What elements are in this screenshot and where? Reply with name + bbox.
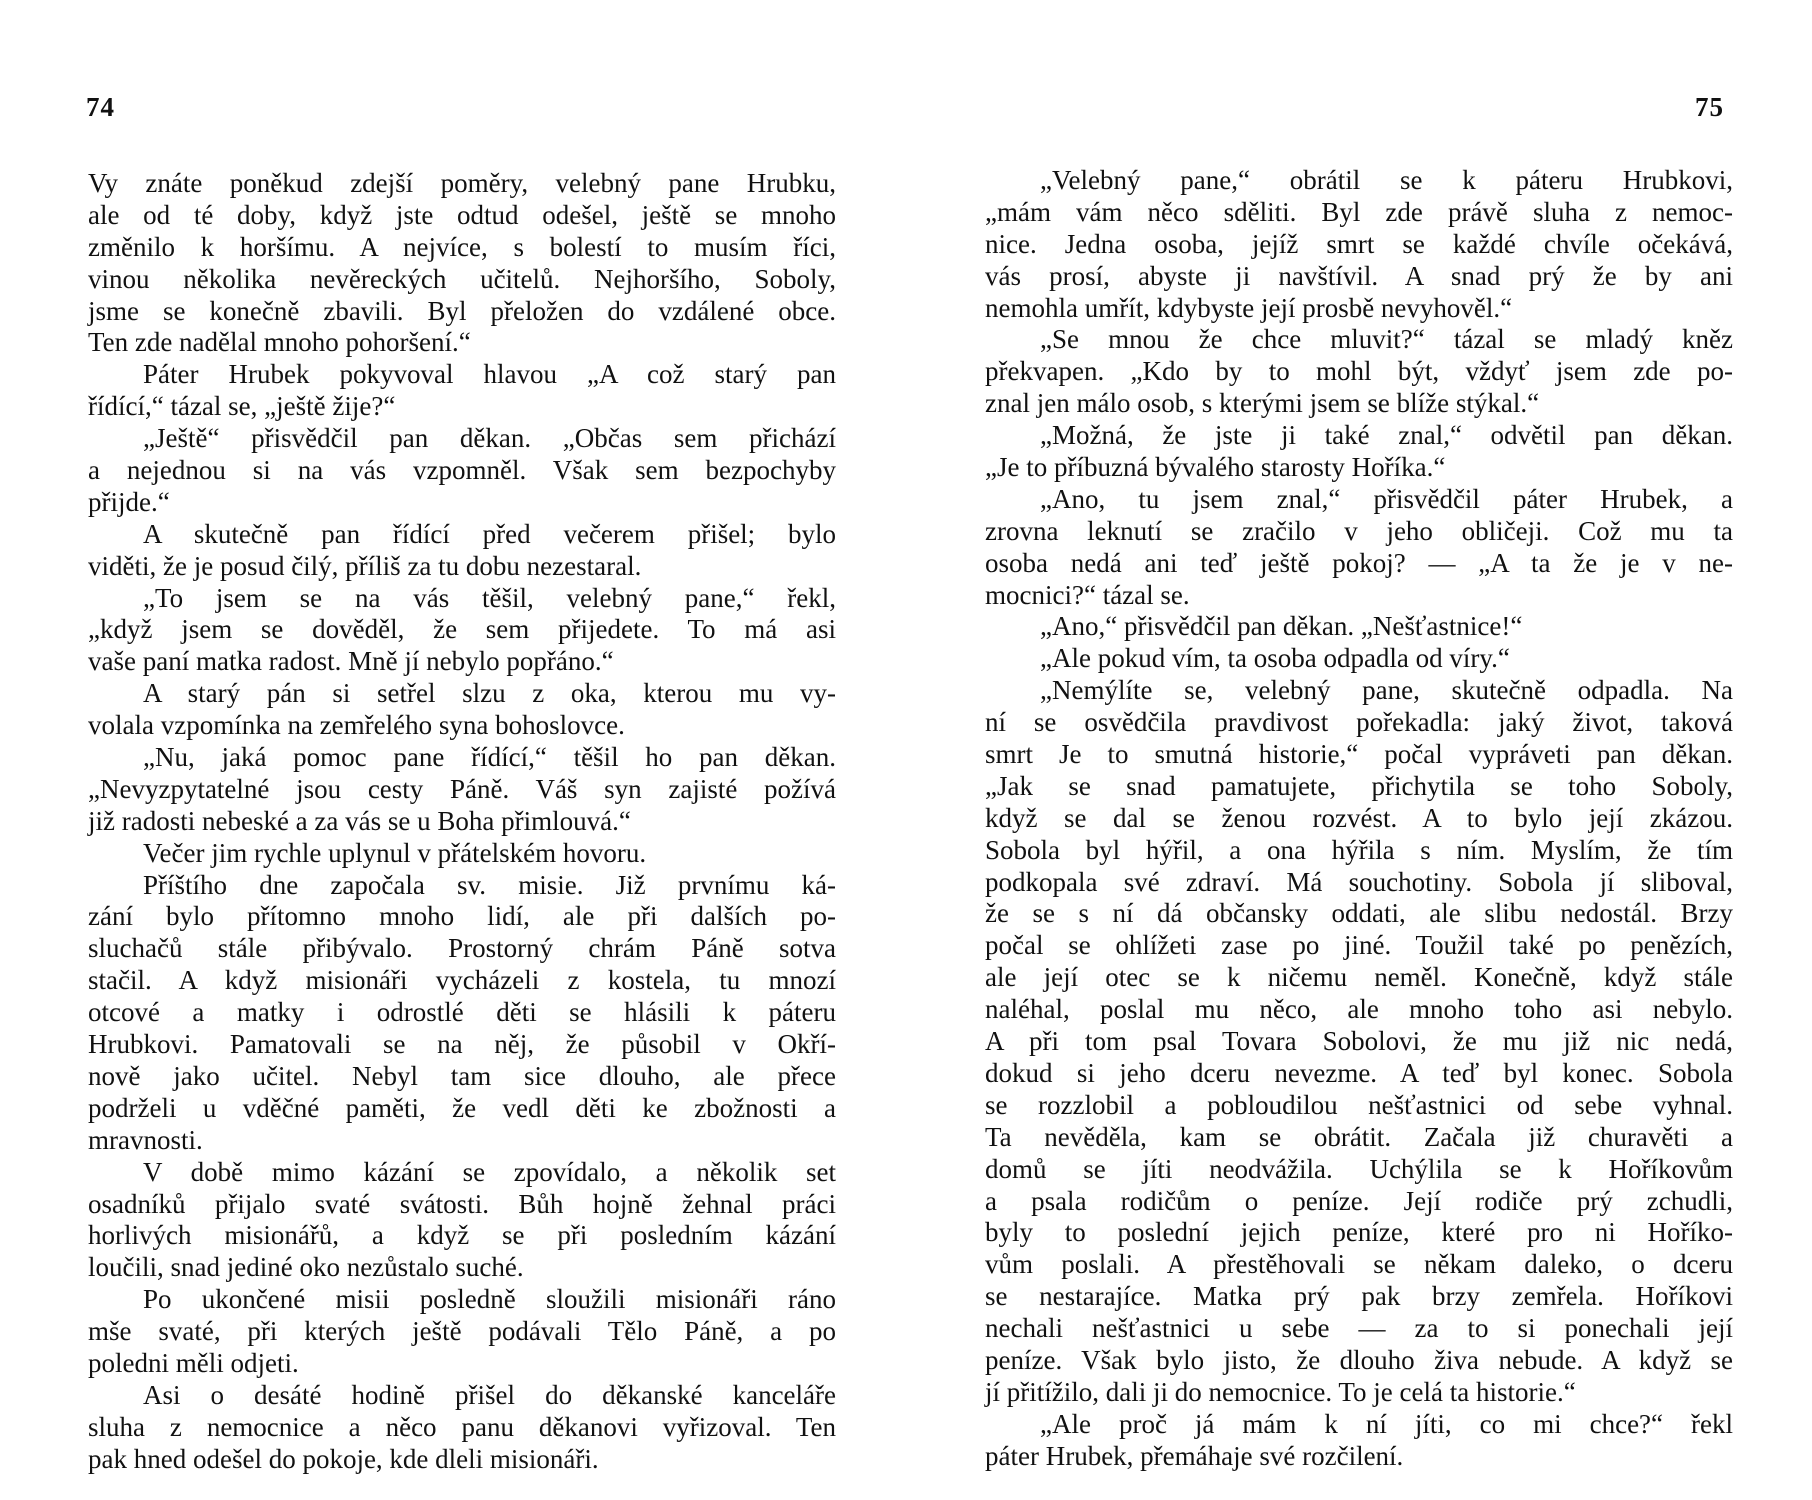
text-line: se nestarajíce. Matka prý pak brzy zemřela. Hoříkovi xyxy=(985,1281,1733,1312)
text-line: „mám vám něco sděliti. Byl zde právě sluha z nemoc- xyxy=(985,196,1733,227)
text-line: A starý pán si setřel slzu z oka, kterou mu vy- xyxy=(143,678,836,709)
text-line: „Nu, jaká pomoc pane řídící,“ těšil ho pan děkan. xyxy=(143,742,836,773)
text-line: přijde.“ xyxy=(88,486,170,517)
text-line: „Je to příbuzná bývalého starosty Hoříka.“ xyxy=(985,452,1446,483)
text-line: „To jsem se na vás těšil, velebný pane,“ řekl, xyxy=(143,582,836,613)
text-line: nice. Jedna osoba, jejíž smrt se každé chvíle očekává, xyxy=(985,228,1733,259)
text-line: jí přitížilo, dali ji do nemocnice. To je celá ta historie.“ xyxy=(985,1376,1576,1407)
text-line: poledni měli odjeti. xyxy=(88,1347,299,1378)
text-line: V době mimo kázání se zpovídalo, a několik set xyxy=(143,1156,836,1187)
text-line: ale její otec se k ničemu neměl. Konečně, když stále xyxy=(985,962,1733,993)
text-line: mravnosti. xyxy=(88,1124,203,1155)
text-line: vaše paní matka radost. Mně jí nebylo popřáno.“ xyxy=(88,646,614,677)
text-line: vům poslali. A přestěhovali se někam daleko, o dceru xyxy=(985,1249,1733,1280)
text-line: stačil. A když misionáři vycházeli z kostela, tu mnozí xyxy=(88,965,836,996)
text-line: pak hned odešel do pokoje, kde dleli misionáři. xyxy=(88,1443,599,1474)
text-line: A při tom psal Tovara Sobolovi, že mu již nic nedá, xyxy=(985,1026,1733,1057)
page-number: 74 xyxy=(86,92,115,122)
text-line: Ta nevěděla, kam se obrátit. Začala již churavěti a xyxy=(985,1121,1733,1152)
text-line: Sobola byl hýřil, a ona hýřila s ním. Myslím, že tím xyxy=(985,834,1733,865)
text-line: „Ano,“ přisvědčil pan děkan. „Nešťastnice!“ xyxy=(1040,611,1523,642)
text-line: „Velebný pane,“ obrátil se k páteru Hrubkovi, xyxy=(1040,165,1733,195)
text-line: když se dal se ženou rozvést. A to bylo její zkázou. xyxy=(985,802,1733,833)
text-line: „když jsem se dověděl, že sem přijedete. To má asi xyxy=(88,614,836,645)
text-line: „Ale pokud vím, ta osoba odpadla od víry.“ xyxy=(1040,643,1510,674)
text-line: „Ale proč já mám k ní jíti, co mi chce?“ řekl xyxy=(1040,1408,1733,1439)
text-line: ní se osvědčila pravdivost pořekadla: jaký život, taková xyxy=(985,707,1733,738)
text-line: volala vzpomínka na zemřelého syna bohoslovce. xyxy=(88,710,625,741)
text-line: změnilo k horšímu. A nejvíce, s bolestí to musím říci, xyxy=(88,231,836,262)
page-number: 75 xyxy=(1695,92,1724,122)
text-line: Vy znáte poněkud zdejší poměry, velebný pane Hrubku, xyxy=(88,168,836,198)
text-line: vinou několika nevěreckých učitelů. Nejhoršího, Soboly, xyxy=(88,263,836,294)
text-line: otcové a matky i odrostlé děti se hlásili k páteru xyxy=(88,997,836,1028)
text-line: sluchačů stále přibývalo. Prostorný chrám Páně sotva xyxy=(88,933,836,964)
text-line: jsme se konečně zbavili. Byl přeložen do vzdálené obce. xyxy=(88,295,836,326)
text-line: Příštího dne započala sv. misie. Již prvnímu ká- xyxy=(143,869,836,900)
text-line: a nejednou si na vás vzpomněl. Však sem bezpochyby xyxy=(88,455,836,486)
text-line: nechali nešťastnici u sebe — za to si ponechali její xyxy=(985,1313,1733,1344)
text-line: řídící,“ tázal se, „ještě žije?“ xyxy=(88,391,396,422)
text-line: podrželi u vděčné paměti, že vedl děti ke zbožnosti a xyxy=(88,1092,836,1123)
text-line: byly to poslední jejich peníze, které pro ni Hoříko- xyxy=(985,1217,1733,1248)
text-line: A skutečně pan řídící před večerem přišel; bylo xyxy=(143,518,836,549)
text-line: naléhal, poslal mu něco, ale mnoho toho asi nebylo. xyxy=(985,994,1733,1025)
text-line: že se s ní dá občansky oddati, ale slibu nedostál. Brzy xyxy=(985,898,1733,929)
text-line: horlivých misionářů, a když se při posledním kázání xyxy=(88,1220,836,1251)
left-page xyxy=(80,0,900,1500)
text-line: dokud si jeho dceru nevezme. A teď byl konec. Sobola xyxy=(985,1057,1733,1088)
text-line: zání bylo přítomno mnoho lidí, ale při dalších po- xyxy=(88,901,836,932)
text-line: nemohla umřít, kdybyste její prosbě nevyhověl.“ xyxy=(985,292,1513,323)
text-line: domů se jíti neodvážila. Uchýlila se k Hoříkovům xyxy=(985,1153,1733,1184)
text-line: smrt Je to smutná historie,“ počal vypráveti pan děkan. xyxy=(985,739,1733,770)
text-line: páter Hrubek, přemáhaje své rozčilení. xyxy=(985,1440,1404,1471)
text-line: Hrubkovi. Pamatovali se na něj, že působil v Okří- xyxy=(88,1029,836,1060)
text-line: osadníků přijalo svaté svátosti. Bůh hojně žehnal práci xyxy=(88,1188,836,1219)
text-line: počal se ohlížeti zase po jiné. Toužil také po penězích, xyxy=(985,930,1733,961)
text-line: ale od té doby, když jste odtud odešel, ještě se mnoho xyxy=(88,199,836,230)
page-text xyxy=(88,168,836,1476)
text-line: loučili, snad jediné oko nezůstalo suché. xyxy=(88,1252,524,1283)
text-line: peníze. Však bylo jisto, že dlouho živa nebude. A když se xyxy=(985,1344,1733,1375)
text-line: mše svaté, při kterých ještě podávali Tělo Páně, a po xyxy=(88,1316,836,1347)
text-line: Večer jim rychle uplynul v přátelském hovoru. xyxy=(143,837,647,868)
text-line: „Nevyzpytatelné jsou cesty Páně. Váš syn zajisté požívá xyxy=(88,773,836,804)
text-line: Po ukončené misii posledně sloužili misionáři ráno xyxy=(143,1284,836,1315)
text-line: Páter Hrubek pokyvoval hlavou „A což starý pan xyxy=(143,359,836,390)
text-line: „Ano, tu jsem znal,“ přisvědčil páter Hrubek, a xyxy=(1040,483,1733,514)
text-line: „Nemýlíte se, velebný pane, skutečně odpadla. Na xyxy=(1040,675,1733,706)
text-line: Ten zde nadělal mnoho pohoršení.“ xyxy=(88,327,471,358)
text-line: „Ještě“ přisvědčil pan děkan. „Občas sem přichází xyxy=(143,423,836,454)
text-line: „Možná, že jste ji také znal,“ odvětil pan děkan. xyxy=(1040,420,1733,451)
text-line: zrovna leknutí se zračilo v jeho obličeji. Což mu ta xyxy=(985,515,1733,546)
text-line: znal jen málo osob, s kterými jsem se blíže stýkal.“ xyxy=(985,388,1540,419)
text-line: viděti, že je posud čilý, příliš za tu dobu nezestaral. xyxy=(88,550,642,581)
page-text xyxy=(985,165,1733,1473)
text-line: mocnici?“ tázal se. xyxy=(985,579,1190,610)
text-line: vás prosí, abyste ji navštívil. A snad prý že by ani xyxy=(985,260,1733,291)
text-line: Asi o desáté hodině přišel do děkanské kanceláře xyxy=(143,1379,836,1410)
text-line: nově jako učitel. Nebyl tam sice dlouho, ale přece xyxy=(88,1060,836,1091)
right-page xyxy=(985,0,1805,1500)
text-line: sluha z nemocnice a něco panu děkanovi vyřizoval. Ten xyxy=(88,1411,836,1442)
text-line: osoba nedá ani teď ještě pokoj? — „A ta že je v ne- xyxy=(985,547,1733,578)
text-line: „Se mnou že chce mluvit?“ tázal se mladý kněz xyxy=(1040,324,1733,355)
text-line: již radosti nebeské a za vás se u Boha přimlouvá.“ xyxy=(88,805,631,836)
text-line: překvapen. „Kdo by to mohl být, vždyť jsem zde po- xyxy=(985,356,1733,387)
text-line: se rozzlobil a pobloudilou nešťastnici od sebe vyhnal. xyxy=(985,1089,1733,1120)
text-line: a psala rodičům o peníze. Její rodiče prý zchudli, xyxy=(985,1185,1733,1216)
text-line: „Jak se snad pamatujete, přichytila se toho Soboly, xyxy=(985,770,1733,801)
text-line: podkopala své zdraví. Má souchotiny. Sobola jí sliboval, xyxy=(985,866,1733,897)
